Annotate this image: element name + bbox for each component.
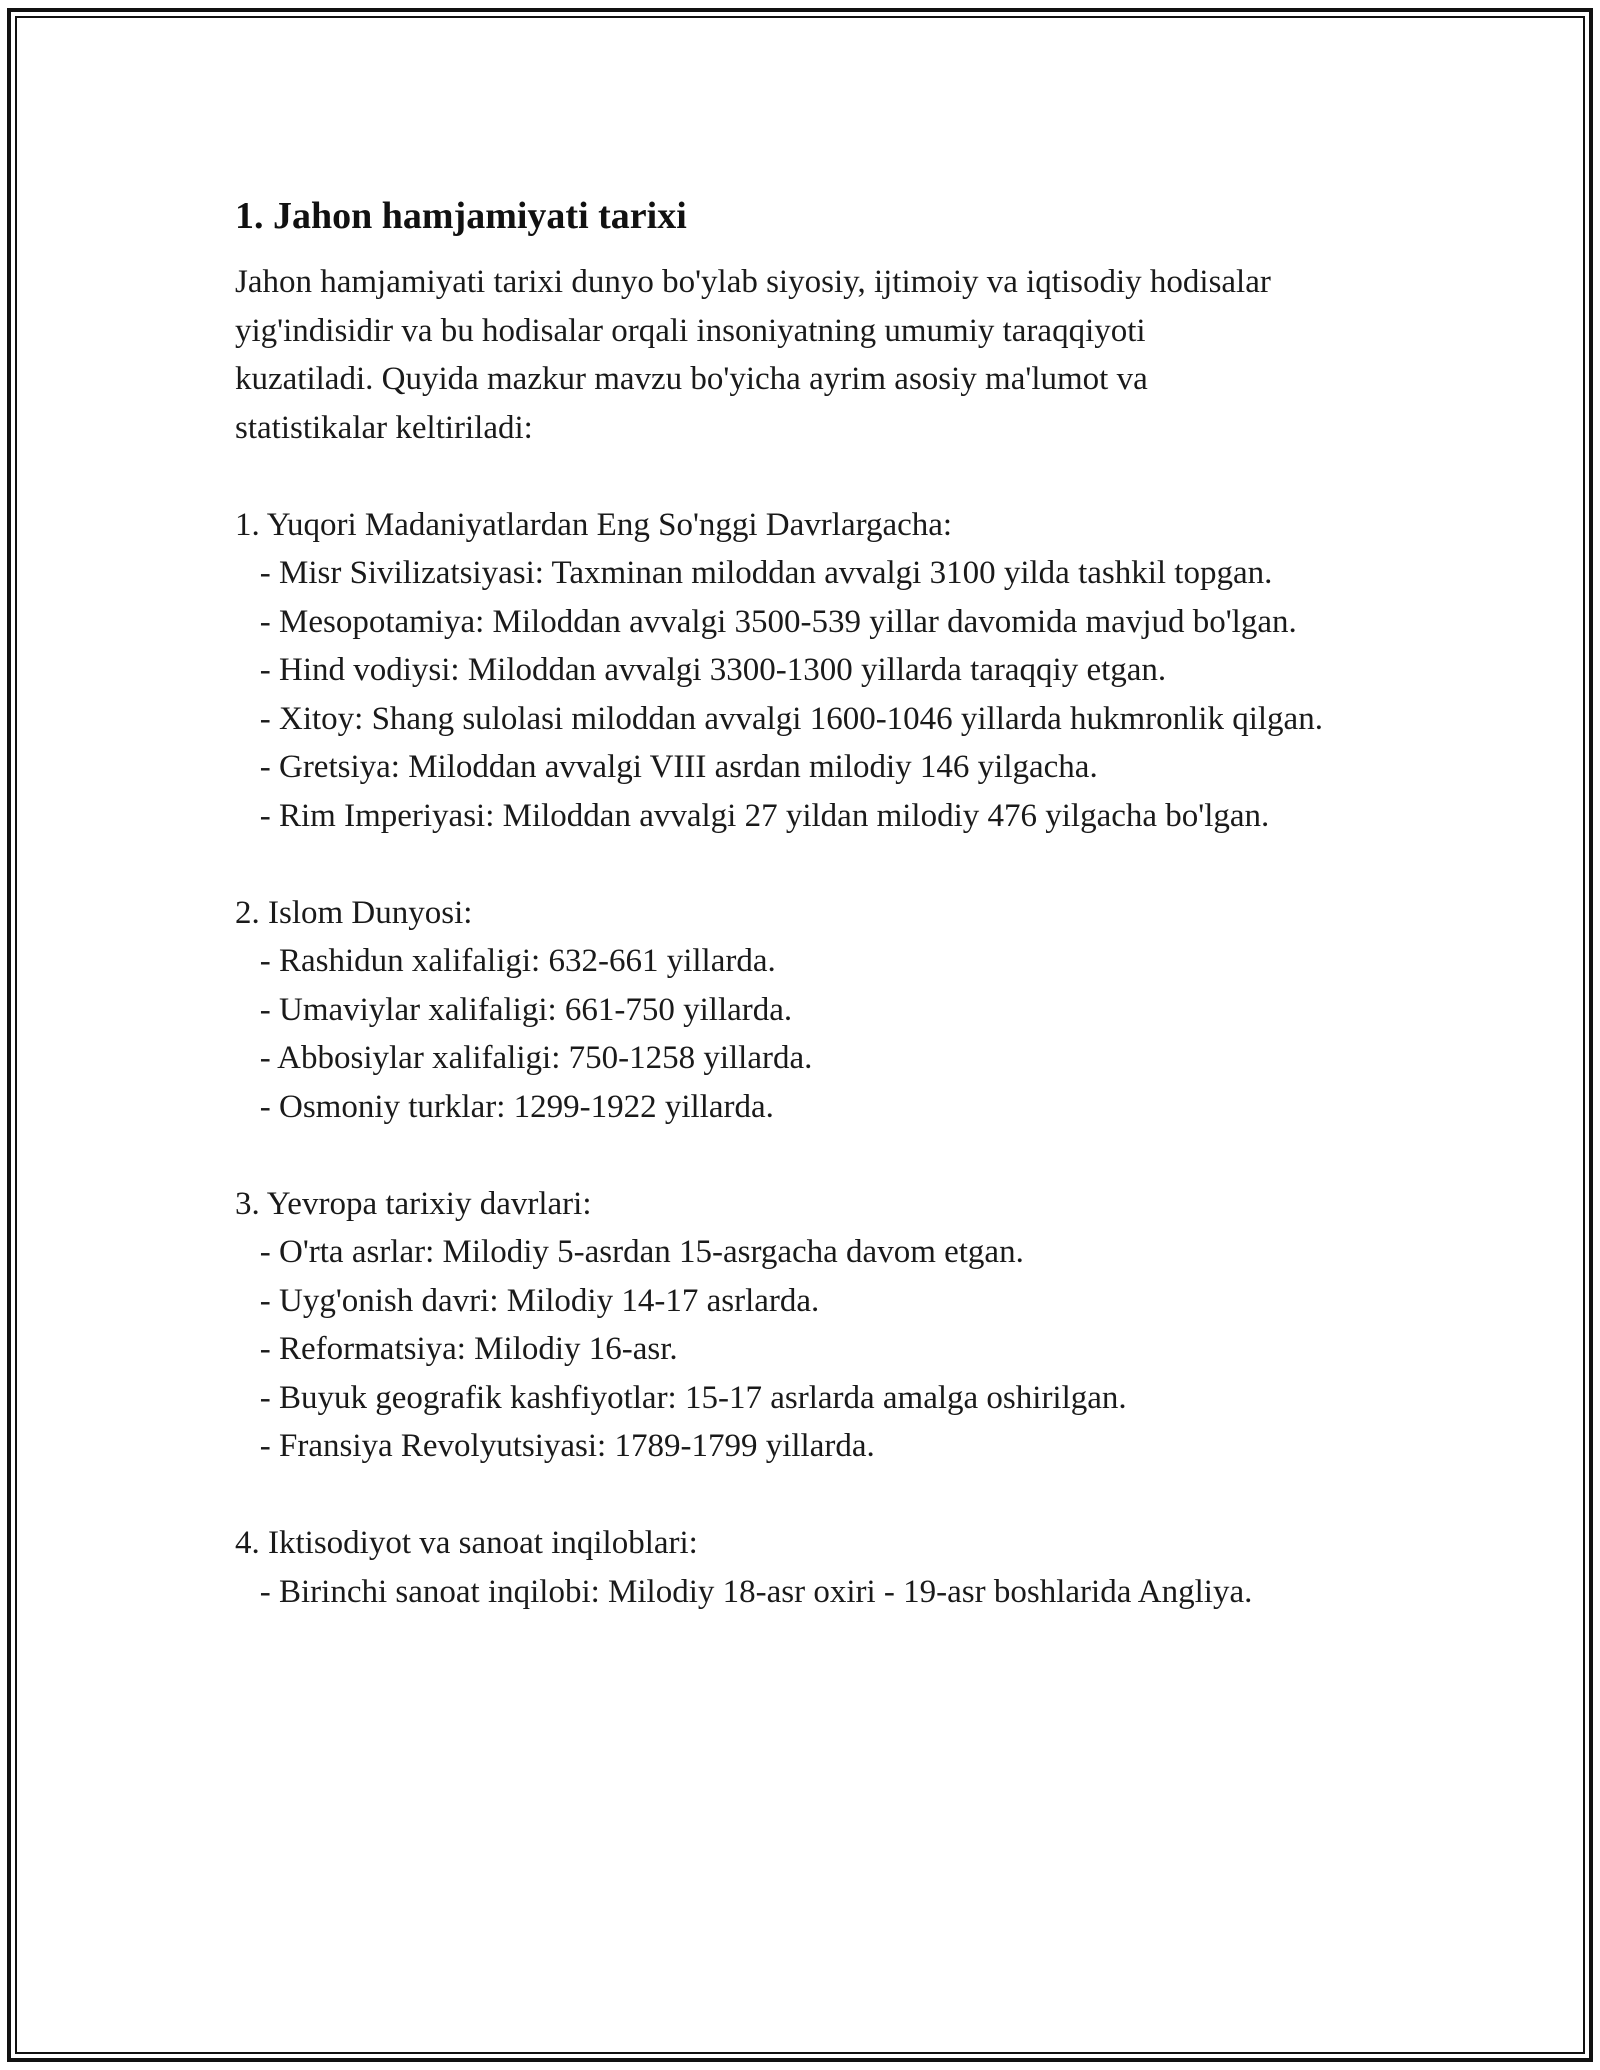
list-item-text: - Fransiya Revolyutsiyasi: 1789-1799 yillarda. bbox=[259, 1428, 875, 1464]
list-item bbox=[235, 1228, 1355, 1277]
list-item-text: - Rim Imperiyasi: Miloddan avvalgi 27 yildan milodiy 476 yilgacha bo'lgan. bbox=[259, 797, 1270, 834]
section-islamic-world bbox=[235, 889, 1355, 1132]
list-item bbox=[235, 1568, 1355, 1617]
list-item bbox=[235, 695, 1355, 744]
document-heading: 1. Jahon hamjamiyati tarixi bbox=[235, 195, 687, 237]
list-item-text: - Abbosiylar xalifaligi: 750-1258 yillarda. bbox=[259, 1040, 813, 1076]
list-item bbox=[235, 743, 1355, 792]
intro-paragraph: Jahon hamjamiyati tarixi dunyo bo'ylab siyosiy, ijtimoiy va iqtisodiy hodisalar yig'indisidir va bu hodisalar orqali insoniyatning umumiy taraqqiyoti kuzatiladi. Quyida mazkur mavzu bo'yicha ayrim asosiy ma'lumot va statistikalar keltiriladi: bbox=[235, 264, 1280, 446]
section-industrial-revolutions bbox=[235, 1519, 1355, 1616]
list-item-text: - O'rta asrlar: Milodiy 5-asrdan 15-asrgacha davom etgan. bbox=[259, 1234, 1024, 1270]
list-item-text: - Uyg'onish davri: Milodiy 14-17 asrlarda. bbox=[259, 1282, 820, 1319]
list-item-text: - Rashidun xalifaligi: 632-661 yillarda. bbox=[259, 943, 776, 979]
list-item bbox=[235, 646, 1355, 695]
list-item-text: - Birinchi sanoat inqilobi: Milodiy 18-asr oxiri - 19-asr boshlarida Angliya. bbox=[259, 1573, 1253, 1610]
list-item-text: - Mesopotamiya: Miloddan avvalgi 3500-539 yillar davomida mavjud bo'lgan. bbox=[259, 603, 1297, 640]
list-item bbox=[235, 549, 1355, 598]
list-item bbox=[235, 792, 1355, 841]
list-item bbox=[235, 1374, 1355, 1423]
section-title: 2. Islom Dunyosi: bbox=[235, 894, 473, 931]
list-item bbox=[235, 937, 1355, 986]
list-item-text: - Osmoniy turklar: 1299-1922 yillarda. bbox=[259, 1088, 774, 1125]
list-item-text: - Hind vodiysi: Miloddan avvalgi 3300-1300 yillarda taraqqiy etgan. bbox=[259, 652, 1167, 688]
list-item bbox=[235, 1083, 1355, 1132]
section-european-periods bbox=[235, 1180, 1355, 1471]
list-item bbox=[235, 1422, 1355, 1471]
list-item-text: - Gretsiya: Miloddan avvalgi VIII asrdan milodiy 146 yilgacha. bbox=[259, 749, 1098, 785]
list-item-text: - Misr Sivilizatsiyasi: Taxminan miloddan avvalgi 3100 yilda tashkil topgan. bbox=[259, 555, 1273, 591]
list-item bbox=[235, 986, 1355, 1035]
list-item bbox=[235, 1277, 1355, 1326]
list-item-text: - Xitoy: Shang sulolasi miloddan avvalgi 1600-1046 yillarda hukmronlik qilgan. bbox=[259, 700, 1323, 737]
section-title: 4. Iktisodiyot va sanoat inqiloblari: bbox=[235, 1525, 698, 1561]
section-ancient-civilizations bbox=[235, 501, 1355, 841]
section-title: 3. Yevropa tarixiy davrlari: bbox=[235, 1185, 592, 1222]
list-item-text: - Umaviylar xalifaligi: 661-750 yillarda. bbox=[259, 991, 793, 1028]
list-item bbox=[235, 598, 1355, 647]
section-title: 1. Yuqori Madaniyatlardan Eng So'nggi Davrlargacha: bbox=[235, 506, 953, 543]
list-item bbox=[235, 1325, 1355, 1374]
list-item bbox=[235, 1034, 1355, 1083]
document-body bbox=[235, 184, 1355, 1665]
list-item-text: - Buyuk geografik kashfiyotlar: 15-17 asrlarda amalga oshirilgan. bbox=[259, 1379, 1127, 1416]
list-item-text: - Reformatsiya: Milodiy 16-asr. bbox=[259, 1331, 678, 1367]
